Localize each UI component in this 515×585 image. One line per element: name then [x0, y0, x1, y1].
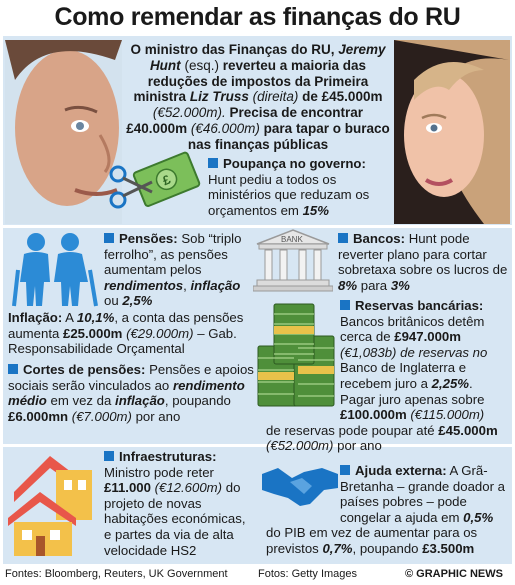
intro-name-truss: Liz Truss [189, 89, 249, 105]
section-text: , a conta das pensões aumenta [8, 310, 244, 341]
section-heading: Bancos: [353, 231, 406, 246]
houses-icon [6, 448, 98, 565]
key-value: rendimentos [104, 277, 184, 293]
footer-sources: Fontes: Bloomberg, Reuters, UK Government [5, 568, 228, 580]
section-inflacao [8, 310, 262, 357]
intro-paragraph [126, 42, 390, 153]
section-text: do PIB em vez de aumentar para os previstos [266, 525, 478, 556]
key-value: (€12.600m) [154, 480, 223, 496]
key-value: 2,25% [431, 375, 470, 391]
section-text: Pensões e apoios sociais serão vinculados ao [8, 362, 254, 393]
section-ajuda [266, 463, 510, 557]
section-heading: Reservas bancárias: [355, 298, 484, 313]
section-heading: Inflação: [8, 310, 63, 325]
footer-photos: Fotos: Getty Images [258, 568, 358, 580]
intro-text: reverteu a maioria das reduções de impostos da Primeira ministra [133, 57, 369, 105]
section-text: Hunt pediu a todos os ministérios que reduzam os orçamentos em [208, 171, 370, 218]
section-text: A Grã-Bretanha – grande doador a países pobres – pode congelar a ajuda em [340, 463, 505, 525]
intro-text: Precisa de encontrar £40.000m [126, 105, 364, 136]
photo-liz-truss [394, 40, 510, 224]
page-title: Como remendar as finanças do RU [54, 3, 461, 31]
key-value: (€115.000m) [410, 407, 485, 423]
pensioners-icon [8, 230, 100, 313]
section-text: ou [104, 293, 119, 309]
key-value: (€29.000m) [126, 325, 194, 341]
section-text: por ano [337, 438, 382, 454]
svg-text:£: £ [160, 171, 173, 189]
key-value: £6.000mn [8, 408, 69, 424]
key-value: £11.000 [104, 480, 151, 496]
key-value: 15% [302, 202, 329, 218]
bullet-square [208, 158, 218, 168]
section-text: de reservas pode poupar até [266, 422, 435, 438]
section-heading: Cortes de pensões: [23, 362, 146, 377]
section-heading: Pensões: [119, 231, 178, 246]
section-heading: Infraestruturas: [119, 449, 217, 464]
footer-credit: © GRAPHIC NEWS [405, 568, 503, 580]
intro-text: (esq.) [184, 57, 219, 73]
section-text: Banco de Inglaterra e recebem juro a [340, 360, 467, 391]
key-value: inflação [115, 393, 165, 409]
key-value: (€7.000m) [71, 408, 132, 424]
section-text: , [183, 277, 187, 293]
section-text: Ministro pode reter [104, 464, 214, 480]
section-cortes [8, 362, 262, 424]
bank-sign: BANK [281, 235, 303, 244]
key-value: 2,5% [122, 293, 153, 309]
section-text: . Pagar juro apenas sobre [340, 375, 485, 407]
section-text: A [65, 310, 74, 325]
bullet-square [338, 233, 348, 243]
intro-text: O ministro das Finanças do RU, [130, 42, 335, 57]
section-heading: Ajuda externa: [355, 463, 447, 478]
bullet-square [340, 300, 350, 310]
bullet-square [104, 233, 114, 243]
key-value: rendimento médio [8, 377, 245, 409]
section-text: , poupando [352, 540, 419, 556]
key-value: (€1,083b) de reservas no [340, 344, 488, 360]
key-value: 3% [390, 277, 410, 293]
key-value: 8% [338, 277, 358, 293]
section-text: Hunt pode reverter plano para cortar sobretaxa sobre os lucros de [338, 231, 508, 278]
section-pensoes [104, 231, 254, 309]
section-text: – Gab. Responsabilidade Orçamental [8, 325, 237, 357]
photo-jeremy-hunt [5, 40, 122, 224]
bullet-square [340, 465, 350, 475]
key-value: 10,1% [76, 310, 115, 325]
section-text: Sob “triplo ferrolho”, as pensões aumentam pelos [104, 231, 242, 278]
scissors-icon [106, 150, 206, 227]
section-text: por ano [135, 408, 181, 424]
section-poupanca [208, 156, 393, 218]
key-value: (€52.000m) [266, 438, 334, 454]
intro-text: (€52.000m). [152, 105, 226, 121]
key-value: 0,5% [463, 509, 494, 525]
key-value: £3.500m [422, 540, 475, 556]
section-text: , poupando [164, 393, 231, 409]
key-value: £45.000m [438, 422, 498, 438]
key-value: £25.000m [63, 325, 123, 341]
section-text: Bancos britânicos detêm cerca de [340, 313, 485, 345]
key-value: £100.000m [340, 407, 407, 423]
key-value: 0,7% [322, 540, 353, 556]
intro-text: (€46.000m) [190, 120, 260, 136]
bank-building-icon [253, 228, 333, 297]
section-text: em vez da [50, 393, 112, 409]
key-value: inflação [190, 277, 241, 293]
bullet-square [104, 451, 114, 461]
intro-text: (direita) [252, 89, 299, 105]
section-text: para [360, 277, 388, 293]
intro-name-hunt: Jeremy Hunt [149, 42, 386, 73]
section-text: do projeto de novas habitações económicas, e partes da via de alta velocidade HS2 [104, 480, 246, 558]
section-heading: Poupança no governo: [223, 156, 366, 171]
key-value: £947.000m [394, 329, 461, 345]
section-bancos [338, 231, 508, 293]
section-reservas [266, 298, 510, 454]
bullet-square [8, 364, 18, 374]
intro-text: de £45.000m [302, 89, 383, 105]
intro-text: para tapar o buraco nas finanças públicas [187, 120, 390, 152]
section-infra [104, 449, 254, 558]
